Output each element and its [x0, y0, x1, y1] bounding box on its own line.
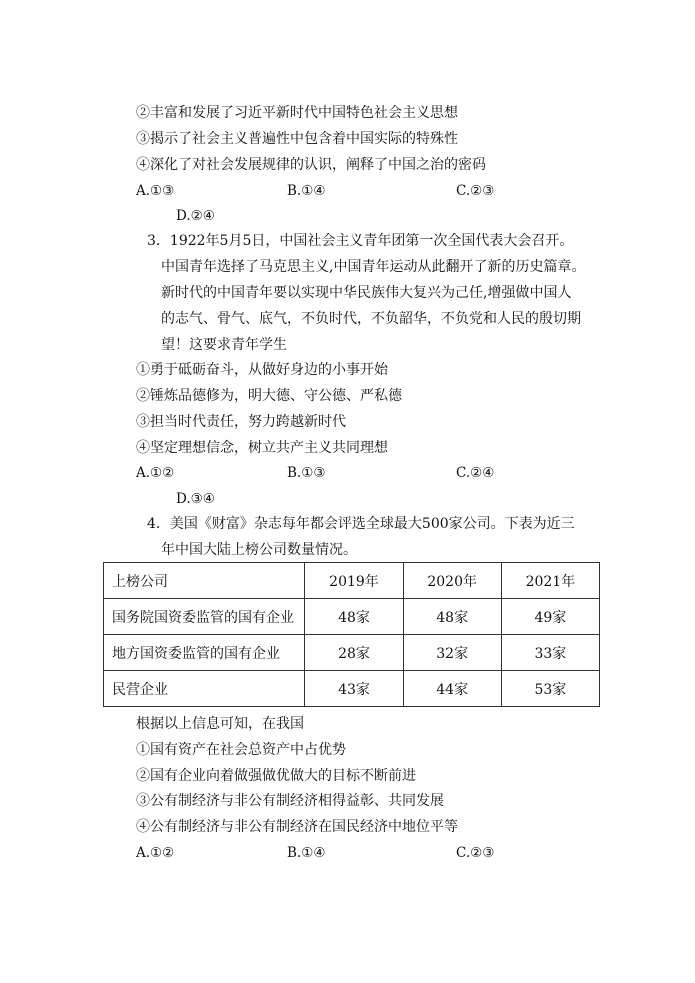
- q2-item-4: ④深化了对社会发展规律的认识，阐释了中国之治的密码: [136, 157, 486, 173]
- q3-option-c[interactable]: C.②④: [456, 465, 495, 481]
- q4-option-b[interactable]: B.①④: [287, 845, 326, 861]
- table-cell: 43家: [305, 671, 403, 707]
- table-row: [104, 599, 600, 635]
- q4-item-1: ①国有资产在社会总资产中占优势: [136, 742, 346, 758]
- table-cell: 53家: [501, 671, 599, 707]
- q3-stem-line-5: 望！这要求青年学生: [161, 337, 287, 353]
- q3-stem-line-4: 的志气、骨气、底气，不负时代，不负韶华，不负党和人民的殷切期: [161, 311, 581, 327]
- table-cell: 32家: [403, 635, 501, 671]
- table-header-cell: 2020年: [403, 563, 501, 599]
- q4-stem-line-2: 年中国大陆上榜公司数量情况。: [161, 542, 357, 558]
- q3-option-a[interactable]: A.①②: [136, 465, 175, 481]
- q3-option-d[interactable]: D.③④: [176, 491, 215, 507]
- table-header-row: [104, 563, 600, 599]
- q2-option-a[interactable]: A.①③: [136, 183, 175, 199]
- q4-lead: 根据以上信息可知，在我国: [136, 716, 304, 732]
- q4-item-2: ②国有企业向着做强做优做大的目标不断前进: [136, 768, 416, 784]
- table-cell: 33家: [501, 635, 599, 671]
- q3-item-3: ③担当时代责任，努力跨越新时代: [136, 414, 346, 430]
- table-row: [104, 635, 600, 671]
- q4-stem-line-1: 4．美国《财富》杂志每年都会评选全球最大500家公司。下表为近三: [147, 516, 575, 532]
- q3-item-4: ④坚定理想信念，树立共产主义共同理想: [136, 440, 388, 456]
- q3-stem-line-2: 中国青年选择了马克思主义,中国青年运动从此翻开了新的历史篇章。: [161, 259, 586, 275]
- table-cell: 28家: [305, 635, 403, 671]
- q3-item-2: ②锤炼品德修为，明大德、守公德、严私德: [136, 388, 402, 404]
- q4-item-3: ③公有制经济与非公有制经济相得益彰、共同发展: [136, 793, 444, 809]
- q3-stem-line-3: 新时代的中国青年要以实现中华民族伟大复兴为己任,增强做中国人: [161, 285, 572, 301]
- q2-item-3: ③揭示了社会主义普遍性中包含着中国实际的特殊性: [136, 131, 458, 147]
- q4-option-a[interactable]: A.①②: [136, 845, 175, 861]
- q2-option-d[interactable]: D.②④: [176, 208, 215, 224]
- q2-option-c[interactable]: C.②③: [456, 183, 495, 199]
- q3-item-1: ①勇于砥砺奋斗，从做好身边的小事开始: [136, 362, 388, 378]
- q3-option-b[interactable]: B.①③: [287, 465, 326, 481]
- table-cell: 49家: [501, 599, 599, 635]
- q2-item-2: ②丰富和发展了习近平新时代中国特色社会主义思想: [136, 105, 458, 121]
- q4-item-4: ④公有制经济与非公有制经济在国民经济中地位平等: [136, 819, 458, 835]
- table-header-cell: 2021年: [501, 563, 599, 599]
- table-cell: 48家: [403, 599, 501, 635]
- q2-option-b[interactable]: B.①④: [287, 183, 326, 199]
- q3-stem-line-1: 3．1922年5月5日，中国社会主义青年团第一次全国代表大会召开。: [147, 233, 574, 249]
- q4-option-c[interactable]: C.②③: [456, 845, 495, 861]
- table-header-cell: 上榜公司: [104, 563, 305, 599]
- table-cell: 国务院国资委监管的国有企业: [104, 599, 305, 635]
- fortune-500-table: [103, 562, 600, 707]
- table-cell: 44家: [403, 671, 501, 707]
- table-row: [104, 671, 600, 707]
- table-cell: 地方国资委监管的国有企业: [104, 635, 305, 671]
- table-cell: 48家: [305, 599, 403, 635]
- table-header-cell: 2019年: [305, 563, 403, 599]
- table-cell: 民营企业: [104, 671, 305, 707]
